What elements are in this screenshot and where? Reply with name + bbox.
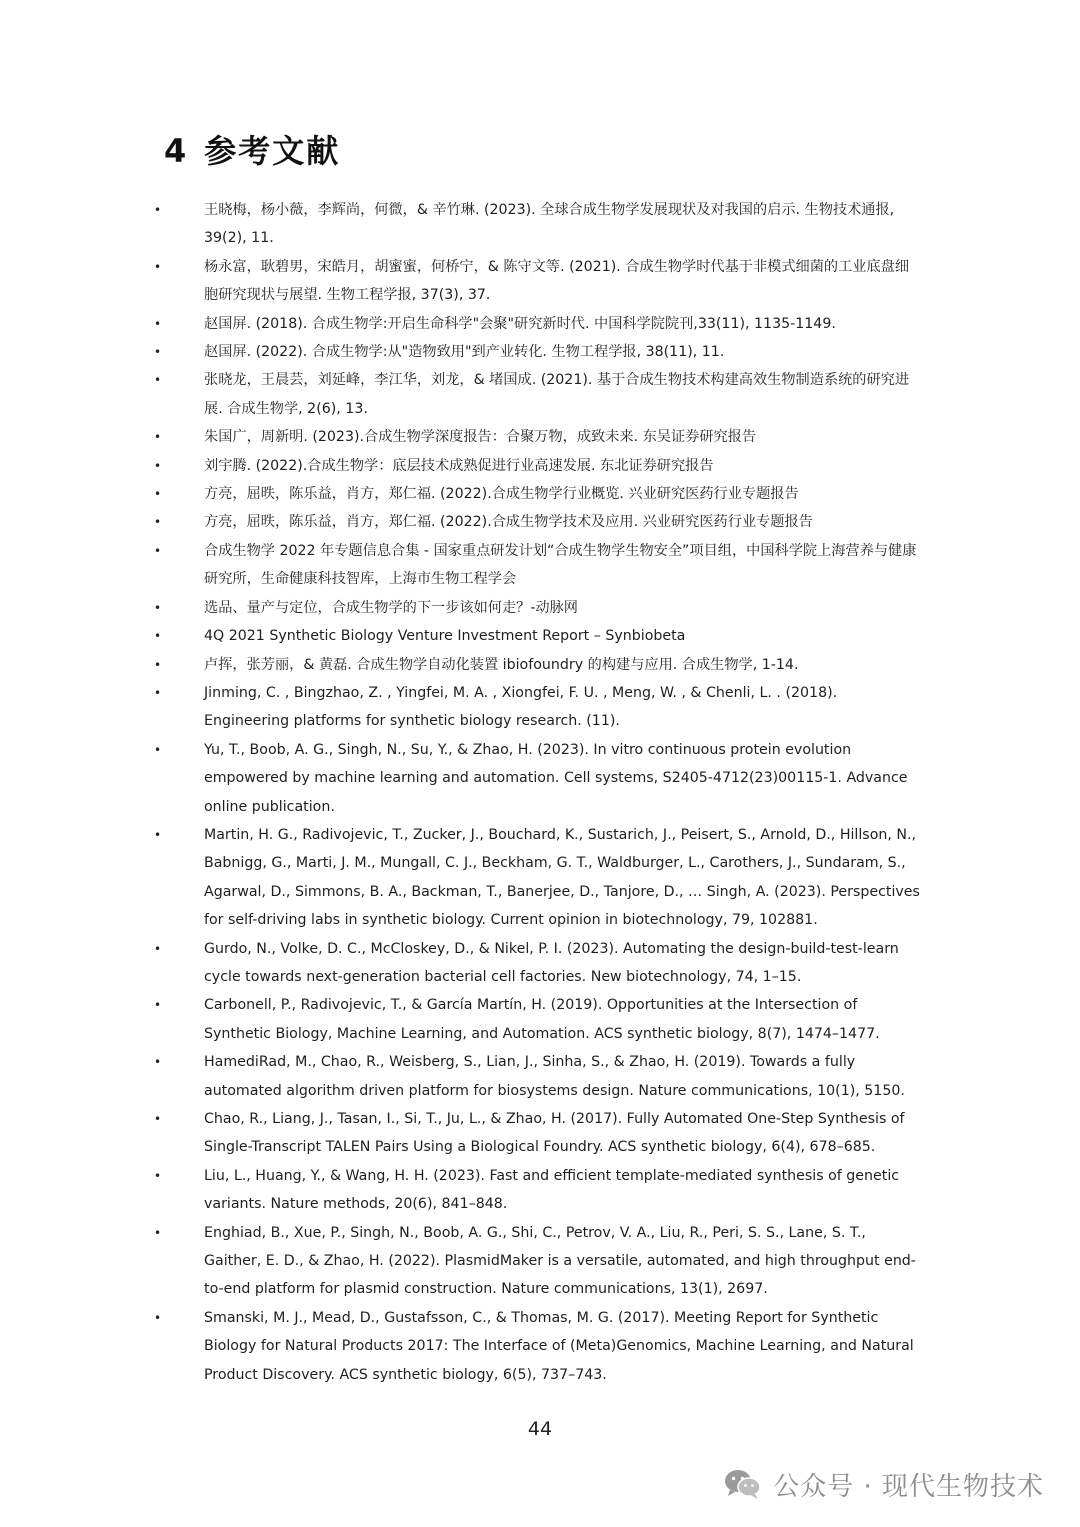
reference-item — [150, 338, 920, 366]
reference-list — [150, 196, 920, 1389]
reference-item — [150, 736, 920, 821]
reference-item — [150, 1105, 920, 1162]
reference-text: Yu, T., Boob, A. G., Singh, N., Su, Y., & Zhao, H. (2023). In vitro continuous protein evolution empowered by machine learning and automation. Cell systems, S2405-4712(23)00115-1. Advance online publication. — [204, 741, 908, 815]
bullet-icon: • — [154, 345, 162, 360]
reference-text: 赵国屏. (2022). 合成生物学:从"造物致用"到产业转化. 生物工程学报, 38(11), 11. — [204, 344, 725, 361]
reference-item — [150, 991, 920, 1048]
reference-text: 4Q 2021 Synthetic Biology Venture Investment Report – Synbiobeta — [204, 628, 686, 645]
bullet-icon: • — [154, 629, 162, 644]
section-heading — [164, 126, 340, 172]
bullet-icon: • — [154, 487, 162, 502]
reference-text: 张晓龙，王晨芸，刘延峰，李江华，刘龙，& 堵国成. (2021). 基于合成生物技术构建高效生物制造系统的研究进展. 合成生物学, 2(6), 13. — [204, 372, 910, 417]
reference-text: Gurdo, N., Volke, D. C., McCloskey, D., & Nikel, P. I. (2023). Automating the design-build-test-learn cycle towards next-generation bacterial cell factories. New biotechnology, 74, 1–15. — [204, 940, 899, 985]
reference-item — [150, 310, 920, 338]
bullet-icon: • — [154, 742, 162, 757]
reference-text: 杨永富，耿碧男，宋皓月，胡蜜蜜，何桥宁，& 陈守文等. (2021). 合成生物学时代基于非模式细菌的工业底盘细胞研究现状与展望. 生物工程学报, 37(3), 37. — [204, 258, 910, 304]
reference-item — [150, 508, 920, 536]
bullet-icon: • — [154, 600, 162, 615]
reference-text: 朱国广，周新明. (2023).合成生物学深度报告：合聚万物，成致未来. 东吴证券研究报告 — [204, 429, 757, 446]
watermark-text: 公众号 · 现代生物技术 — [773, 1471, 1044, 1502]
reference-text: Liu, L., Huang, Y., & Wang, H. H. (2023). Fast and efficient template-mediated synthesis of genetic variants. Nature methods, 20(6), 841–848. — [204, 1167, 900, 1213]
reference-text: Carbonell, P., Radivojevic, T., & García Martín, H. (2019). Opportunities at the Intersection of Synthetic Biology, Machine Learning, and Automation. ACS synthetic biology, 8(7), 1474–1477. — [204, 997, 880, 1042]
bullet-icon: • — [154, 1055, 162, 1070]
section-number: 4 — [164, 132, 189, 170]
reference-item — [150, 594, 920, 622]
reference-item — [150, 1304, 920, 1389]
watermark — [723, 1464, 1044, 1504]
reference-item — [150, 452, 920, 480]
reference-item — [150, 1219, 920, 1304]
reference-text: Enghiad, B., Xue, P., Singh, N., Boob, A. G., Shi, C., Petrov, V. A., Liu, R., Peri, S. S., Lane, S. T., Gaither, E. D., & Zhao, H. (2022). PlasmidMaker is a versatile, automated, and high throughput end-to-end platform for plasmid construction. Nature communications, 13(1), 2697. — [204, 1224, 916, 1298]
reference-text: 选品、量产与定位，合成生物学的下一步该如何走？-动脉网 — [204, 599, 578, 616]
bullet-icon: • — [154, 543, 162, 558]
bullet-icon: • — [154, 1225, 162, 1240]
reference-item — [150, 253, 920, 310]
reference-text: Martin, H. G., Radivojevic, T., Zucker, J., Bouchard, K., Sustarich, J., Peisert, S., Arnold, D., Hillson, N., Babnigg, G., Marti, J. M., Mungall, C. J., Beckham, G. T., Waldburger, L., Carothers, J., Sundaram, S., Agarwal, D., Simmons, B. A., Backman, T., Banerjee, D., Tanjore, D., … Singh, A. (2023). Perspectives for self-driving labs in synthetic biology. Current opinion in biotechnology, 79, 102881. — [204, 826, 920, 929]
bullet-icon: • — [154, 458, 162, 473]
reference-item — [150, 480, 920, 508]
bullet-icon: • — [154, 827, 162, 842]
bullet-icon: • — [154, 1310, 162, 1325]
reference-text: 王晓梅，杨小薇，李辉尚，何微，& 辛竹琳. (2023). 全球合成生物学发展现状及对我国的启示. 生物技术通报, 39(2), 11. — [204, 202, 895, 247]
bullet-icon: • — [154, 430, 162, 445]
bullet-icon: • — [154, 1112, 162, 1126]
bullet-icon: • — [154, 373, 162, 388]
reference-text: Smanski, M. J., Mead, D., Gustafsson, C., & Thomas, M. G. (2017). Meeting Report for Synthetic Biology for Natural Products 2017: The Interface of (Meta)Genomics, Machine Learning, and Natural Product Discovery. ACS synthetic biology, 6(5), 737–743. — [204, 1309, 914, 1383]
reference-item — [150, 423, 920, 451]
bullet-icon: • — [154, 657, 162, 672]
bullet-icon: • — [154, 685, 162, 700]
reference-text: Chao, R., Liang, J., Tasan, I., Si, T., Ju, L., & Zhao, H. (2017). Fully Automated One-Step Synthesis of Single-Transcript TALEN Pairs Using a Biological Foundry. ACS synthetic biology, 6(4), 678–685. — [204, 1111, 905, 1156]
reference-text: 合成生物学 2022 年专题信息合集 - 国家重点研发计划“合成生物学生物安全”项目组，中国科学院上海营养与健康研究所，生命健康科技智库，上海市生物工程学会 — [204, 542, 917, 588]
reference-text: 方亮，屈昳，陈乐益，肖方，郑仁福. (2022).合成生物学技术及应用. 兴业研究医药行业专题报告 — [204, 514, 813, 531]
reference-item — [150, 622, 920, 650]
bullet-icon: • — [154, 259, 162, 274]
bullet-icon: • — [154, 515, 162, 530]
bullet-icon: • — [154, 1168, 162, 1183]
reference-item — [150, 821, 920, 935]
reference-item — [150, 366, 920, 423]
bullet-icon: • — [154, 998, 162, 1013]
reference-item — [150, 679, 920, 736]
reference-text: 赵国屏. (2018). 合成生物学:开启生命科学"会聚"研究新时代. 中国科学院院刊,33(11), 1135-1149. — [204, 315, 836, 332]
reference-text: 卢挥，张芳丽，& 黄磊. 合成生物学自动化装置 ibiofoundry 的构建与应用. 合成生物学, 1-14. — [204, 656, 799, 673]
bullet-icon: • — [154, 316, 162, 331]
reference-text: 刘宇腾. (2022).合成生物学：底层技术成熟促进行业高速发展. 东北证券研究报告 — [204, 457, 714, 474]
reference-item — [150, 651, 920, 679]
reference-text: 方亮，屈昳，陈乐益，肖方，郑仁福. (2022).合成生物学行业概览. 兴业研究医药行业专题报告 — [204, 486, 799, 503]
wechat-icon — [723, 1467, 763, 1501]
reference-item — [150, 537, 920, 594]
bullet-icon: • — [154, 941, 162, 956]
reference-text: HamediRad, M., Chao, R., Weisberg, S., Lian, J., Sinha, S., & Zhao, H. (2019). Towards a fully automated algorithm driven platform for biosystems design. Nature communications, 10(1), 5150. — [204, 1054, 905, 1099]
reference-text: Jinming, C. , Bingzhao, Z. , Yingfei, M. A. , Xiongfei, F. U. , Meng, W. , & Chenli, L. . (2018). Engineering platforms for synthetic biology research. (11). — [204, 684, 838, 730]
reference-item — [150, 935, 920, 992]
bullet-icon: • — [154, 203, 162, 217]
page-number: 44 — [527, 1418, 553, 1440]
reference-item — [150, 1162, 920, 1219]
section-title: 参考文献 — [204, 132, 341, 170]
reference-item — [150, 1048, 920, 1105]
reference-item — [150, 196, 920, 253]
